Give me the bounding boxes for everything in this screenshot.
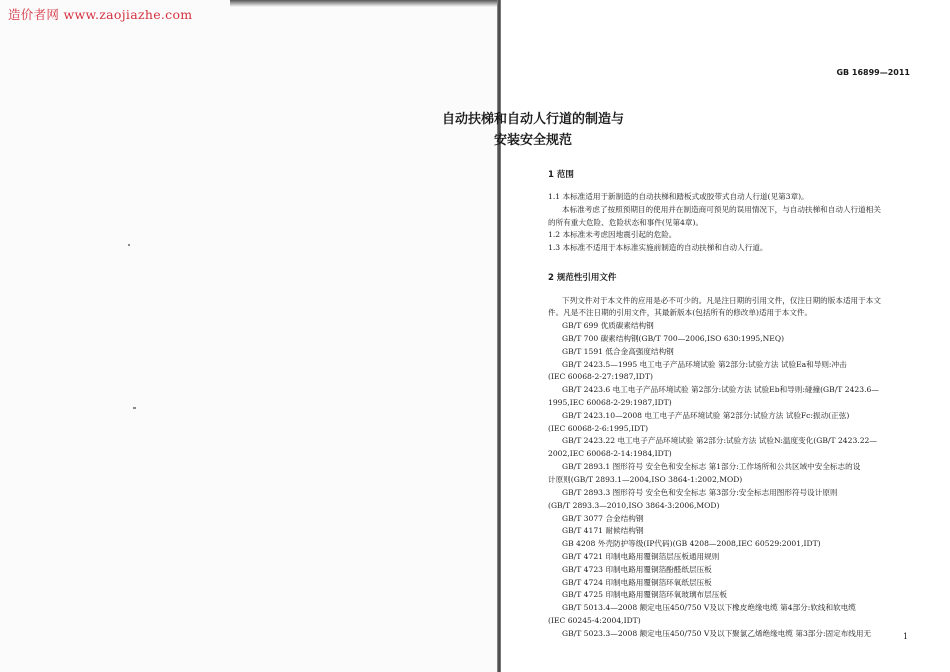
section-heading-scope: 1 范围 xyxy=(548,170,574,180)
reference-entry: GB/T 2893.1 图形符号 安全色和安全标志 第1部分:工作场所和公共区域中安全标志的设 xyxy=(562,462,861,471)
page-number: 1 xyxy=(903,632,909,641)
reference-entry: GB/T 2423.22 电工电子产品环境试验 第2部分:试验方法 试验N:温度变化(GB/T 2423.22— xyxy=(562,436,877,445)
clause-1-1: 1.1 本标准适用于新制造的自动扶梯和踏板式或胶带式自动人行道(见第3章)。 xyxy=(548,192,809,201)
reference-entry-continued: 1995,IEC 60068-2-29:1987,IDT) xyxy=(548,398,672,407)
section-heading-normative-references: 2 规范性引用文件 xyxy=(548,273,617,283)
standard-code: GB 16899—2011 xyxy=(836,68,910,77)
reference-entry: GB/T 2423.6 电工电子产品环境试验 第2部分:试验方法 试验Eb和导则:碰撞(GB/T 2423.6— xyxy=(562,385,879,394)
reference-entry: GB/T 5013.4—2008 额定电压450/750 V及以下橡皮绝缘电缆 第4部分:软线和软电缆 xyxy=(562,603,856,612)
reference-entry: GB 4208 外壳防护等级(IP代码)(GB 4208—2008,IEC 60529:2001,IDT) xyxy=(562,539,821,548)
reference-entry: GB/T 2423.5—1995 电工电子产品环境试验 第2部分:试验方法 试验Ea和导则:冲击 xyxy=(562,360,847,369)
reference-entry-continued: 2002,IEC 60068-2-14:1984,IDT) xyxy=(548,449,672,458)
document-title-line-2: 安装安全规范 xyxy=(493,133,572,148)
clause-1-2: 1.2 本标准未考虑因地震引起的危险。 xyxy=(548,230,677,239)
reference-entry: GB/T 4171 耐候结构钢 xyxy=(562,526,644,535)
reference-entry-continued: 计原则(GB/T 2893.1—2004,ISO 3864-1:2002,MOD) xyxy=(548,475,743,484)
reference-entry: GB/T 4725 印制电路用覆铜箔环氧玻璃布层压板 xyxy=(562,590,727,599)
reference-entry-continued: (IEC 60068-2-6:1995,IDT) xyxy=(548,424,649,433)
scan-speck xyxy=(128,244,130,246)
reference-entry: GB/T 700 碳素结构钢(GB/T 700—2006,ISO 630:1995,NEQ) xyxy=(562,334,785,343)
reference-entry: GB/T 3077 合金结构钢 xyxy=(562,514,644,523)
reference-entry-continued: (IEC 60068-2-27:1987,IDT) xyxy=(548,372,653,381)
reference-entry: GB/T 4721 印制电路用覆铜箔层压板通用规则 xyxy=(562,552,720,561)
reference-entry-continued: (IEC 60245-4:2004,IDT) xyxy=(548,616,641,625)
paragraph-line: 的所有重大危险、危险状态和事件(见第4章)。 xyxy=(548,218,704,227)
reference-entry-continued: (GB/T 2893.3—2010,ISO 3864-3:2006,MOD) xyxy=(548,501,720,510)
reference-entry: GB/T 1591 低合金高强度结构钢 xyxy=(562,347,674,356)
reference-entry: GB/T 2893.3 图形符号 安全色和安全标志 第3部分:安全标志用图形符号设计原则 xyxy=(562,488,838,497)
scan-speck xyxy=(133,407,136,409)
paragraph-line: 件。凡是不注日期的引用文件，其最新版本(包括所有的修改单)适用于本文件。 xyxy=(548,308,813,317)
document-title-line-1: 自动扶梯和自动人行道的制造与 xyxy=(441,112,624,127)
clause-1-3: 1.3 本标准不适用于本标准实施前制造的自动扶梯和自动人行道。 xyxy=(548,243,768,252)
reference-entry: GB/T 4724 印制电路用覆铜箔环氧纸层压板 xyxy=(562,578,712,587)
reference-entry: GB/T 2423.10—2008 电工电子产品环境试验 第2部分:试验方法 试验Fc:振动(正弦) xyxy=(562,411,850,420)
watermark: 造价者网 www.zaojiazhe.com xyxy=(8,7,193,22)
paragraph-line: 本标准考虑了按照预期目的使用并在制造商可预见的误用情况下，与自动扶梯和自动人行道相关 xyxy=(562,205,881,214)
paragraph-line: 下列文件对于本文件的应用是必不可少的。凡是注日期的引用文件，仅注日期的版本适用于本文 xyxy=(562,296,881,305)
reference-entry: GB/T 699 优质碳素结构钢 xyxy=(562,321,654,330)
reference-entry: GB/T 4723 印制电路用覆铜箔酚醛纸层压板 xyxy=(562,565,712,574)
reference-entry: GB/T 5023.3—2008 额定电压450/750 V及以下聚氯乙烯绝缘电缆 第3部分:固定布线用无 xyxy=(562,629,872,638)
